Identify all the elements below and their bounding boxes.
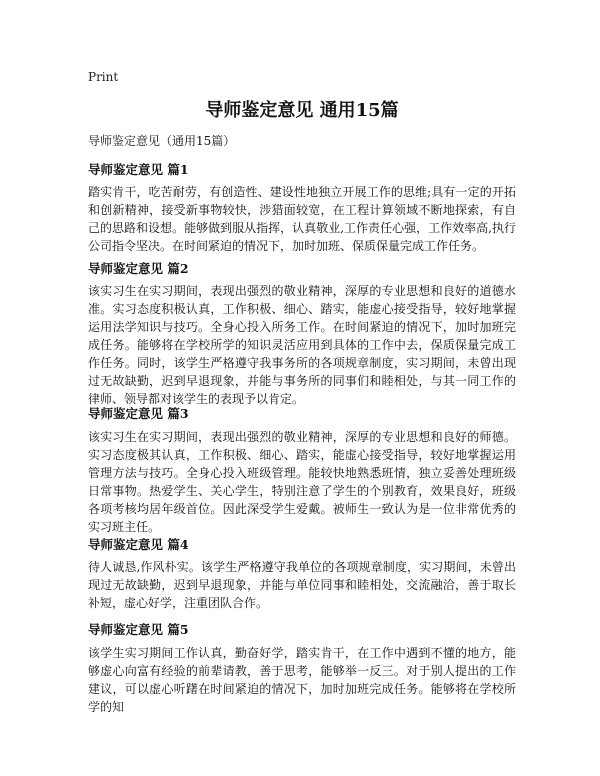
document-subtitle: 导师鉴定意见（通用15篇） bbox=[88, 134, 236, 148]
section-body-3: 该实习生在实习期间，表现出强烈的敬业精神，深厚的专业思想和良好的师德。实习态度极其认真，工作积极、细心、踏实，能虚心接受指导，较好地掌握运用管理方法与技巧。全身心投入班级管理。能较快地熟悉班情，独立妥善处理班级日常事物。热爱学生、关心学生，特别注意了学生的个别教育，效果良好，班级各项考核均居年级首位。因此深受学生爱戴。被师生一致认为是一位非常优秀的实习班主任。 bbox=[88, 430, 516, 534]
page-title: 导师鉴定意见 通用15篇 bbox=[205, 100, 399, 121]
section-heading-1: 导师鉴定意见 篇1 bbox=[88, 162, 189, 177]
section-body-5: 该学生实习期间工作认真，勤奋好学，踏实肯干，在工作中遇到不懂的地方，能够虚心向富有经验的前辈请教，善于思考，能够举一反三。对于别人提出的工作建议，可以虚心听躇在时间紧迫的情况下，加时加班完成任务。能够将在学校所学的知 bbox=[88, 646, 516, 714]
section-heading-3: 导师鉴定意见 篇3 bbox=[88, 406, 189, 421]
print-link[interactable]: Print bbox=[88, 70, 119, 84]
section-body-4: 待人诚恳,作风朴实。该学生严格遵守我单位的各项规章制度，实习期间，未曾出现过无故缺勤，迟到早退现象，并能与单位同事和睦相处，交流融洽，善于取长补短，虚心好学，注重团队合作。 bbox=[88, 560, 516, 610]
section-heading-2: 导师鉴定意见 篇2 bbox=[88, 261, 189, 276]
section-heading-5: 导师鉴定意见 篇5 bbox=[88, 622, 189, 637]
section-heading-4: 导师鉴定意见 篇4 bbox=[88, 537, 189, 552]
section-body-2: 该实习生在实习期间，表现出强烈的敬业精神，深厚的专业思想和良好的道德水准。实习态度积极认真，工作积极、细心、踏实，能虚心接受指导，较好地掌握运用法学知识与技巧。全身心投入所务工作。在时间紧迫的情况下，加时加班完成任务。能够将在学校所学的知识灵活应用到具体的工作中去，保质保量完成工作任务。同时，该学生严格遵守我事务所的各项规章制度，实习期间，未曾出现过无故缺勤，迟到早退现象，并能与事务所的同事们和睦相处，与其一同工作的律师、领导都对该学生的表现予以肯定。 bbox=[88, 284, 516, 406]
section-body-1: 踏实肯干，吃苦耐劳，有创造性、建设性地独立开展工作的思维;具有一定的开拓和创新精神，接受新事物较快，涉猎面较宽，在工程计算领域不断地探索，有自己的思路和设想。能够做到服从指挥，认真敬业,工作责任心强，工作效率高,执行公司指令坚决。在时间紧迫的情况下，加时加班、保质保量完成工作任务。 bbox=[88, 185, 516, 253]
